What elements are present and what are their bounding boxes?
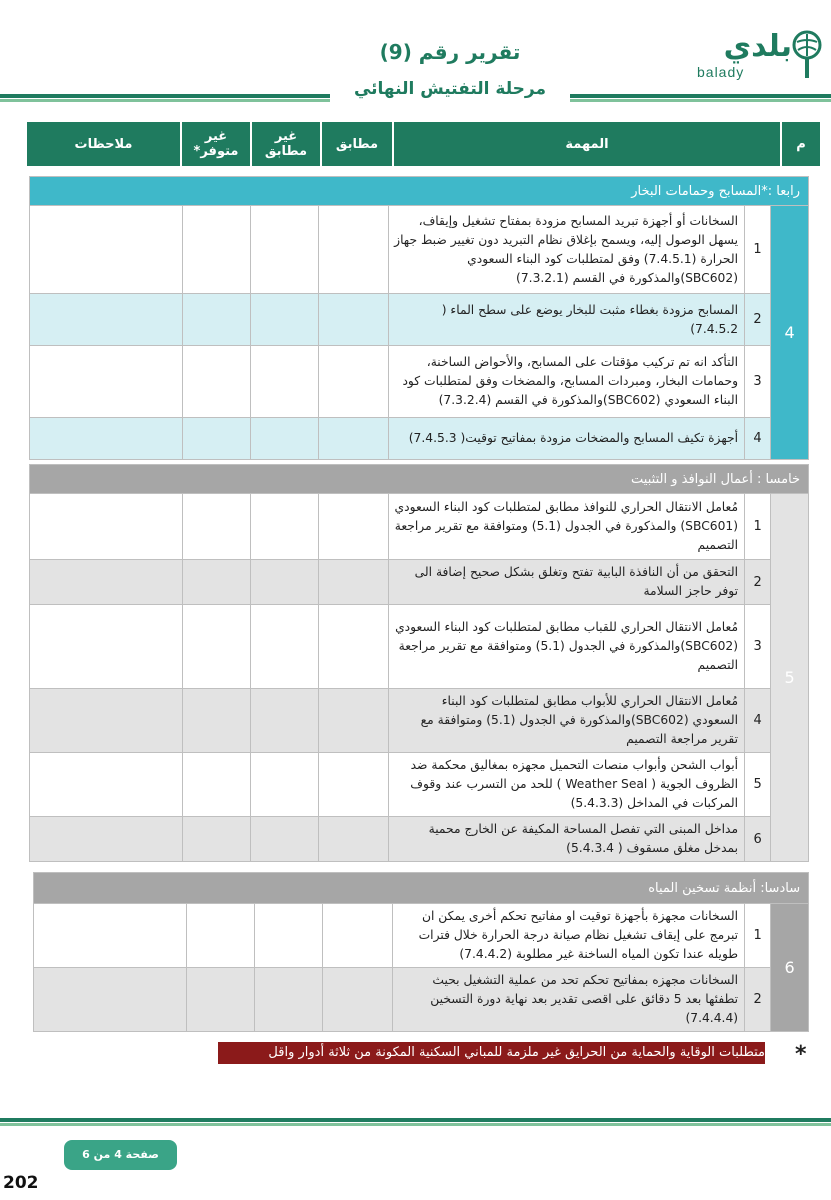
cell-not-available[interactable] [183,605,251,689]
cell-not-available[interactable] [187,968,255,1032]
cell-notes[interactable] [30,494,183,560]
table-row [30,346,809,418]
row-task: التحقق من أن النافذة البابية تفتح وتغلق بشكل صحيح إضافة الى توفر حاجز السلامة [389,560,745,605]
col-notes: ملاحظات [26,121,181,167]
cell-not-available[interactable] [183,206,251,294]
cell-compliant[interactable] [319,346,389,418]
cell-notes[interactable] [30,605,183,689]
cell-compliant[interactable] [319,294,389,346]
table-row [30,817,809,862]
cell-notes[interactable] [34,968,187,1032]
cell-not-available[interactable] [183,817,251,862]
row-number: 1 [745,904,771,968]
section-number: 4 [771,206,809,460]
header-rule-right [570,94,831,98]
row-number: 6 [745,817,771,862]
section-4-title: رابعا :*المسابح وحمامات البخار [30,177,809,206]
row-task: السخانات أو أجهزة تبريد المسابح مزودة بمفتاح تشغيل وإيقاف، يسهل الوصول إليه، ويسمح بإغلاق نظام التبريد دون تغيير ضبط جهاز الحرارة (7.4.5.1) وفق لمتطلبات كود البناء السعودي (SBC602)والمذكورة في القسم (7.3.2.1) [389,206,745,294]
palm-icon [792,30,822,80]
cell-not-available[interactable] [183,689,251,753]
section-5-table [29,464,809,862]
section-4-table [29,176,809,460]
cell-non-compliant[interactable] [251,817,319,862]
report-title: تقرير رقم (9) [379,40,521,64]
cell-compliant[interactable] [319,206,389,294]
row-task: أبواب الشحن وأبواب منصات التحميل مجهزه بمغاليق محكمة ضد الظروف الجوية ( Weather Seal ) للحد من التسرب عند وقوف المركبات في المداخل (5.4.3.3) [389,753,745,817]
row-task: مداخل المبنى التي تفصل المساحة المكيفة عن الخارج محمية بمدخل مغلق مسقوف ( 5.4.3.4) [389,817,745,862]
cell-notes[interactable] [34,904,187,968]
row-number: 2 [745,560,771,605]
row-number: 4 [745,689,771,753]
header-rule-right-light [570,99,831,102]
row-task: مُعامل الانتقال الحراري للأبواب مطابق لمتطلبات كود البناء السعودي (SBC602)والمذكورة في الجدول (5.1) ومتوافقة مع تقرير مراجعة التصميم [389,689,745,753]
header-rule-left-light [0,99,330,102]
row-task: مُعامل الانتقال الحراري للقباب مطابق لمتطلبات كود البناء السعودي (SBC602)والمذكورة في الجدول (5.1) ومتوافقة مع تقرير مراجعة التصميم [389,605,745,689]
footer-rule [0,1118,831,1122]
row-number: 2 [745,294,771,346]
page-number: 202 [3,1173,39,1193]
cell-non-compliant[interactable] [251,206,319,294]
row-number: 3 [745,346,771,418]
table-row [34,904,809,968]
section-5-title: خامسا : أعمال النوافذ و التثبيت [30,465,809,494]
col-non-compliant: غير مطابق [251,121,321,167]
cell-notes[interactable] [30,346,183,418]
row-number: 1 [745,206,771,294]
table-row [30,294,809,346]
cell-notes[interactable] [30,294,183,346]
table-row [30,689,809,753]
section-6-table [33,872,809,1032]
table-row [30,494,809,560]
cell-not-available[interactable] [183,494,251,560]
cell-compliant[interactable] [323,968,393,1032]
col-index: م [781,121,821,167]
row-number: 1 [745,494,771,560]
cell-not-available[interactable] [183,294,251,346]
cell-not-available[interactable] [183,346,251,418]
row-task: السخانات مجهزة بأجهزة توقيت او مفاتيح تحكم أخرى يمكن ان تبرمج على إيقاف تشغيل نظام صيانة درجة الحرارة خلال فترات طويله عندا تكون المياه الساخنة غير مطلوبة (7.4.4.2) [393,904,745,968]
table-row [30,753,809,817]
cell-notes[interactable] [30,817,183,862]
cell-non-compliant[interactable] [255,904,323,968]
logo-text: بلدي [723,29,792,64]
row-task: مُعامل الانتقال الحراري للنوافذ مطابق لمتطلبات كود البناء السعودي (SBC601) والمذكورة في الجدول (5.1) ومتوافقة مع تقرير مراجعة التصميم [389,494,745,560]
cell-compliant[interactable] [319,689,389,753]
cell-non-compliant[interactable] [255,968,323,1032]
section-6-title: سادسا: أنظمة تسخين المياه [34,873,809,904]
row-task: أجهزة تكيف المسابح والمضخات مزودة بمفاتيح توقيت( 7.4.5.3) [389,418,745,460]
row-task: التأكد انه تم تركيب مؤقتات على المسابح، والأحواض الساخنة، وحمامات البخار، ومبردات المسابح، والمضخات وفق لمتطلبات كود البناء السعودي (SBC602)والمذكورة في القسم (7.3.2.4) [389,346,745,418]
cell-non-compliant[interactable] [251,294,319,346]
footnote-star: * [795,1042,807,1067]
cell-not-available[interactable] [183,560,251,605]
row-task: السخانات مجهزه بمفاتيح تحكم تحد من عملية التشغيل بحيث تطفئها بعد 5 دقائق على اقصى تقدير بعد نهاية دورة التسخين (7.4.4.4) [393,968,745,1032]
table-row [30,418,809,460]
section-number: 6 [771,904,809,1032]
page-indicator: صفحة 4 من 6 [64,1140,177,1170]
cell-non-compliant[interactable] [251,494,319,560]
footnote-text: متطلبات الوقاية والحماية من الحرايق غير ملزمة للمباني السكنية المكونة من ثلاثة أدوار واقل [218,1042,765,1064]
cell-notes[interactable] [30,206,183,294]
cell-notes[interactable] [30,753,183,817]
cell-compliant[interactable] [319,418,389,460]
cell-compliant[interactable] [319,560,389,605]
phase-title: مرحلة التفتيش النهائي [353,79,547,99]
cell-not-available[interactable] [187,904,255,968]
cell-non-compliant[interactable] [251,753,319,817]
row-number: 3 [745,605,771,689]
cell-compliant[interactable] [319,753,389,817]
cell-compliant[interactable] [319,494,389,560]
cell-non-compliant[interactable] [251,346,319,418]
column-header [25,120,822,168]
table-row [30,605,809,689]
cell-compliant[interactable] [319,817,389,862]
footer-rule-light [0,1123,831,1126]
cell-non-compliant[interactable] [251,689,319,753]
logo-subtext: balady [697,64,745,80]
table-row [30,560,809,605]
row-number: 5 [745,753,771,817]
cell-not-available[interactable] [183,418,251,460]
cell-not-available[interactable] [183,753,251,817]
cell-non-compliant[interactable] [251,560,319,605]
row-task: المسابح مزودة بغطاء مثبت للبخار يوضع على سطح الماء ( 7.4.5.2) [389,294,745,346]
cell-compliant[interactable] [323,904,393,968]
cell-non-compliant[interactable] [251,605,319,689]
section-number: 5 [771,494,809,862]
header-rule-left [0,94,330,98]
balady-logo [697,30,822,80]
cell-notes[interactable] [30,560,183,605]
row-number: 2 [745,968,771,1032]
cell-notes[interactable] [30,689,183,753]
col-not-available: غير متوفر* [181,121,251,167]
col-task: المهمة [393,121,781,167]
row-number: 4 [745,418,771,460]
table-row [30,206,809,294]
table-row [34,968,809,1032]
col-compliant: مطابق [321,121,393,167]
cell-compliant[interactable] [319,605,389,689]
cell-non-compliant[interactable] [251,418,319,460]
cell-notes[interactable] [30,418,183,460]
